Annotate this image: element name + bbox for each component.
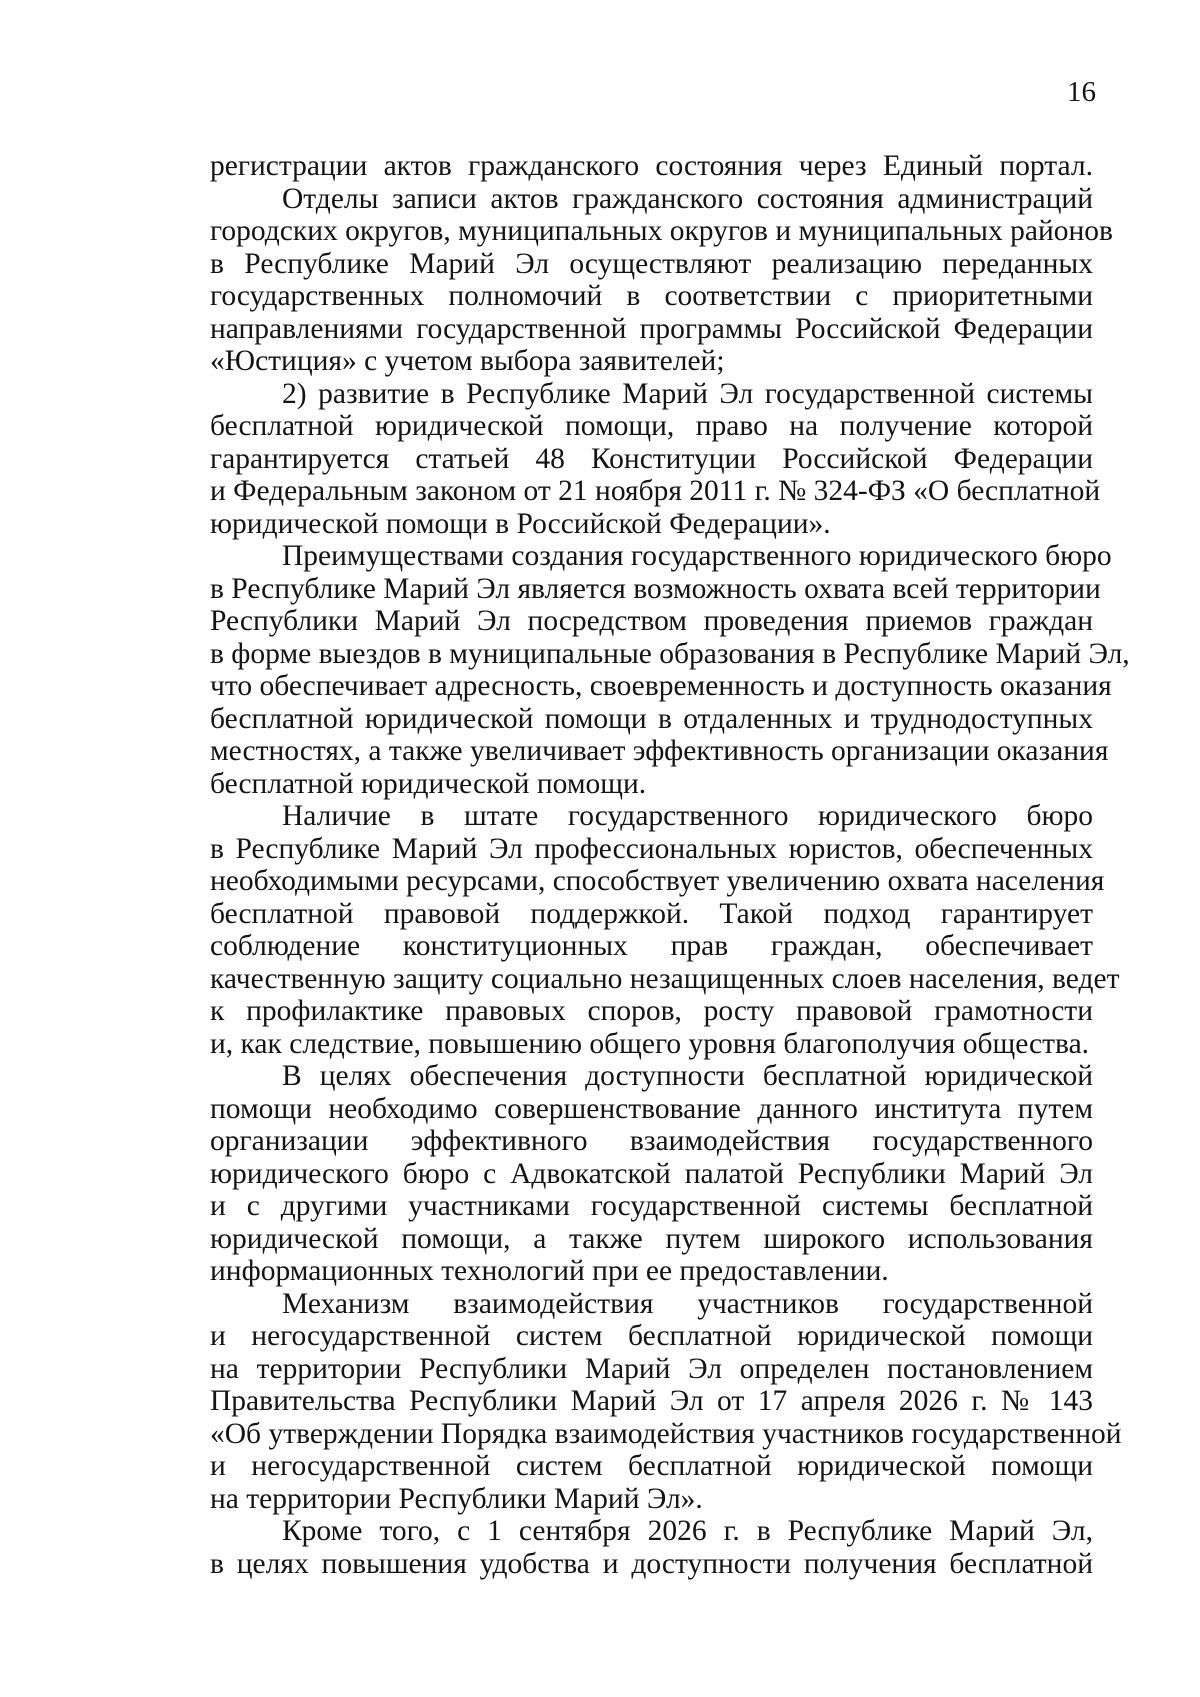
- paragraph: [210, 1287, 1122, 1516]
- paragraph: [210, 1515, 1093, 1580]
- text-line: регистрации актов гражданского состояния через Единый портал.: [210, 150, 1093, 182]
- text-line: бесплатной юридической помощи, право на получение которой: [210, 410, 1093, 442]
- text-line: юридического бюро с Адвокатской палатой Республики Марий Эл: [210, 1157, 1093, 1190]
- text-line: в Республике Марий Эл является возможность охвата всей территории: [210, 572, 1101, 605]
- text-line: В целях обеспечения доступности бесплатной юридической: [282, 1060, 1093, 1092]
- text-line: Наличие в штате государственного юридического бюро: [282, 800, 1093, 832]
- text-line: 2) развитие в Республике Марий Эл государственной системы: [282, 377, 1093, 410]
- paragraph: [210, 150, 1093, 183]
- text-line: бесплатной правовой поддержкой. Такой подход гарантирует: [210, 897, 1093, 930]
- text-line: помощи необходимо совершенствование данного института путем: [210, 1092, 1093, 1125]
- text-line: Республики Марий Эл посредством проведения приемов граждан: [210, 605, 1093, 637]
- text-line: «Юстиция» с учетом выбора заявителей;: [210, 345, 725, 377]
- text-line: бесплатной юридической помощи в отдаленных и труднодоступных: [210, 702, 1093, 735]
- text-line: государственных полномочий в соответствии с приоритетными: [210, 280, 1093, 312]
- text-line: на территории Республики Марий Эл определен постановлением: [210, 1352, 1093, 1385]
- text-line: в форме выездов в муниципальные образования в Республике Марий Эл,: [210, 637, 1130, 670]
- text-line: и, как следствие, повышению общего уровня благополучия общества.: [210, 1027, 1090, 1060]
- paragraph: [210, 1060, 1093, 1288]
- text-line: и с другими участниками государственной системы бесплатной: [210, 1190, 1093, 1222]
- text-line: информационных технологий при ее предоставлении.: [210, 1255, 889, 1287]
- text-line: и Федеральным законом от 21 ноября 2011 г. № 324-ФЗ «О бесплатной: [210, 475, 1101, 507]
- text-line: и негосударственной систем бесплатной юридической помощи: [210, 1450, 1093, 1482]
- text-line: в целях повышения удобства и доступности получения бесплатной: [210, 1547, 1093, 1580]
- text-line: Механизм взаимодействия участников государственной: [282, 1287, 1093, 1320]
- text-line: направлениями государственной программы Российской Федерации: [210, 312, 1093, 345]
- text-line: Кроме того, с 1 сентября 2026 г. в Республике Марий Эл,: [282, 1515, 1093, 1547]
- text-line: в Республике Марий Эл осуществляют реализацию переданных: [210, 247, 1093, 280]
- text-line: «Об утверждении Порядка взаимодействия участников государственной: [210, 1417, 1122, 1450]
- document-body: [210, 150, 1130, 1580]
- text-line: необходимыми ресурсами, способствует увеличению охвата населения: [210, 865, 1105, 897]
- text-line: качественную защиту социально незащищенных слоев населения, ведет: [210, 962, 1120, 995]
- text-line: в Республике Марий Эл профессиональных юристов, обеспеченных: [210, 832, 1093, 865]
- text-line: юридической помощи, а также путем широкого использования: [210, 1222, 1093, 1255]
- text-line: Правительства Республики Марий Эл от 17 апреля 2026 г. № 143: [210, 1385, 1093, 1417]
- text-line: и негосударственной систем бесплатной юридической помощи: [210, 1320, 1093, 1352]
- text-line: бесплатной юридической помощи.: [210, 767, 647, 800]
- page-number: 16: [1067, 76, 1096, 108]
- text-line: на территории Республики Марий Эл».: [210, 1482, 703, 1515]
- paragraph: [210, 540, 1130, 800]
- paragraph: [210, 800, 1120, 1060]
- paragraph: [210, 182, 1113, 378]
- text-line: к профилактике правовых споров, росту правовой грамотности: [210, 995, 1093, 1027]
- text-line: местностях, а также увеличивает эффективность организации оказания: [210, 735, 1109, 767]
- text-line: что обеспечивает адресность, своевременность и доступность оказания: [210, 670, 1112, 702]
- text-line: Преимуществами создания государственного юридического бюро: [282, 540, 1112, 572]
- text-line: соблюдение конституционных прав граждан, обеспечивает: [210, 930, 1093, 962]
- paragraph: [210, 377, 1101, 541]
- text-line: гарантируется статьей 48 Конституции Российской Федерации: [210, 442, 1093, 475]
- text-line: городских округов, муниципальных округов и муниципальных районов: [210, 215, 1113, 247]
- text-line: организации эффективного взаимодействия государственного: [210, 1125, 1093, 1157]
- text-line: юридической помощи в Российской Федерации».: [210, 507, 831, 540]
- text-line: Отделы записи актов гражданского состояния администраций: [282, 182, 1093, 215]
